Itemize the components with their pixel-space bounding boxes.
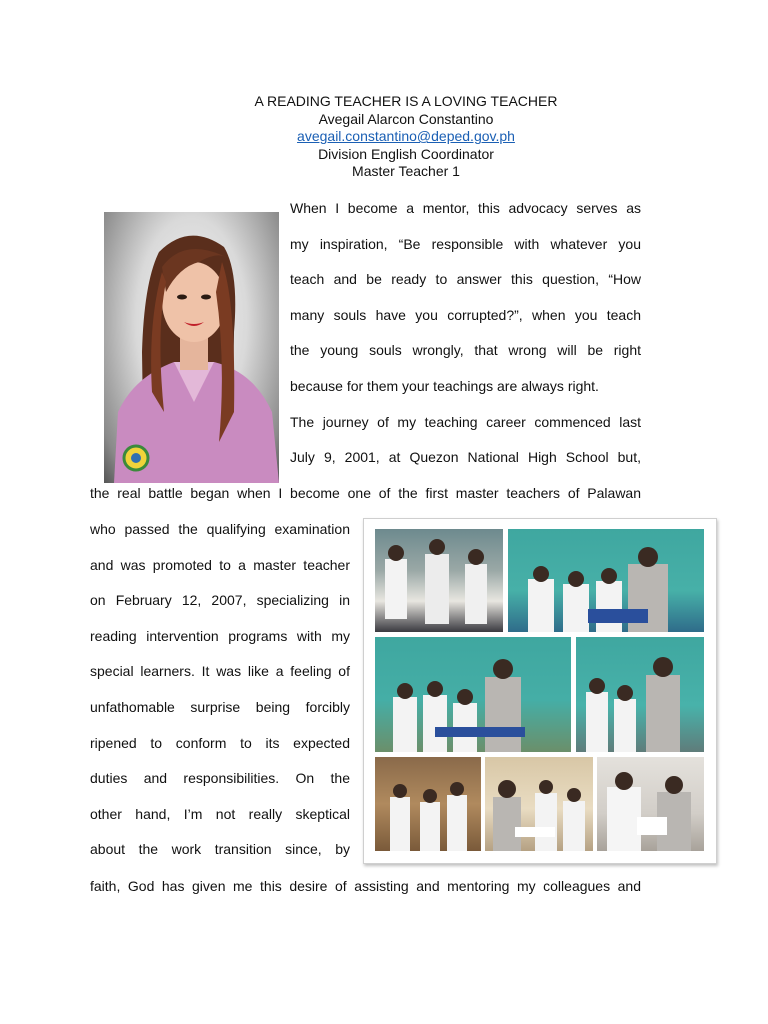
collage-photo xyxy=(597,757,704,851)
text-line: duties and responsibilities. On the xyxy=(90,770,350,787)
text-line: the young souls wrongly, that wrong will be right xyxy=(290,342,641,359)
text-line: special learners. It was like a feeling of xyxy=(90,663,350,680)
text-line: because for them your teachings are always right. xyxy=(290,377,599,394)
collage-photo xyxy=(485,757,593,851)
text-line: and was promoted to a master teacher xyxy=(90,556,350,573)
article-title: A READING TEACHER IS A LOVING TEACHER xyxy=(254,93,558,109)
text-line: about the work transition since, by xyxy=(90,841,350,858)
paragraph-career xyxy=(90,512,350,868)
author-portrait-photo xyxy=(104,212,279,483)
text-line: July 9, 2001, at Quezon National High School but, xyxy=(290,449,641,466)
text-line: ripened to conform to its expected xyxy=(90,734,350,751)
collage-photo xyxy=(375,637,571,752)
classroom-photo-collage xyxy=(363,518,717,864)
document-header xyxy=(0,93,768,181)
collage-photo xyxy=(375,529,503,632)
author-email-link[interactable]: avegail.constantino@deped.gov.ph xyxy=(297,128,515,145)
text-line: teach and be ready to answer this question, “How xyxy=(290,271,641,288)
text-line: the real battle began when I become one of the first master teachers of Palawan xyxy=(90,485,641,501)
author-rank: Master Teacher 1 xyxy=(352,163,460,180)
text-line: other hand, I’m not really skeptical xyxy=(90,805,350,822)
text-line: faith, God has given me this desire of assisting and mentoring my colleagues and xyxy=(90,878,641,894)
text-line: When I become a mentor, this advocacy serves as xyxy=(290,200,641,216)
paragraph-full-line xyxy=(90,476,641,512)
text-line: The journey of my teaching career commenced last xyxy=(290,413,641,430)
collage-photo xyxy=(375,757,481,851)
paragraph-intro xyxy=(290,191,641,476)
author-position: Division English Coordinator xyxy=(318,145,494,162)
text-line: unfathomable surprise being forcibly xyxy=(90,698,350,715)
text-line: my inspiration, “Be responsible with whatever you xyxy=(290,235,641,252)
collage-photo xyxy=(576,637,704,752)
text-line: on February 12, 2007, specializing in xyxy=(90,592,350,609)
paragraph-full-line xyxy=(90,869,641,905)
collage-photo xyxy=(508,529,704,632)
text-line: many souls have you corrupted?”, when you teach xyxy=(290,306,641,323)
text-line: reading intervention programs with my xyxy=(90,627,350,644)
author-name: Avegail Alarcon Constantino xyxy=(318,110,494,127)
text-line: who passed the qualifying examination xyxy=(90,521,350,537)
